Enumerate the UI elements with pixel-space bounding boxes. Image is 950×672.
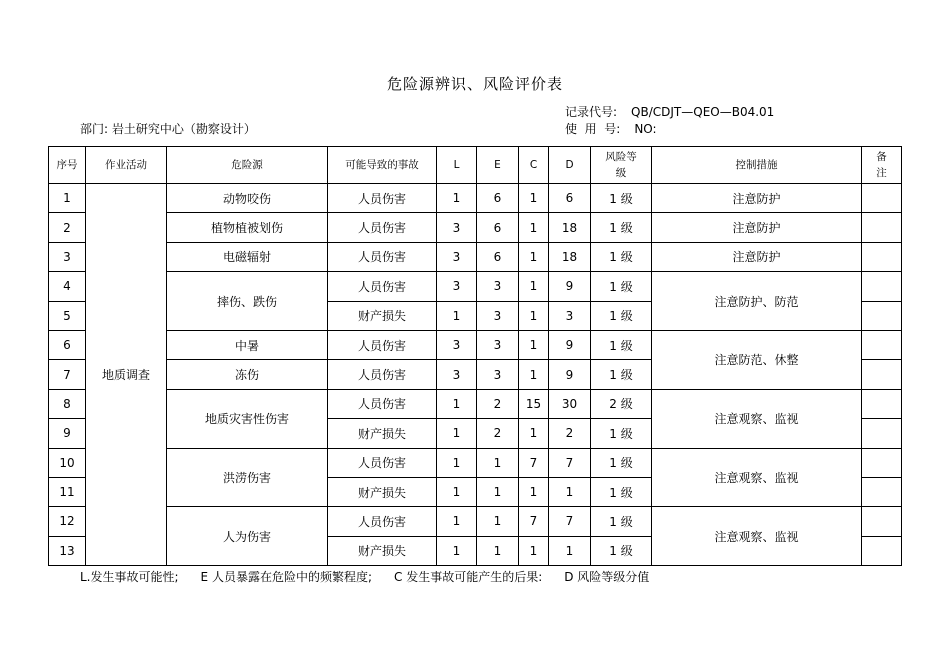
e-cell: 3 — [477, 360, 519, 389]
level-cell: 2 级 — [591, 389, 652, 418]
table-row — [49, 213, 902, 242]
header-measure: 控制措施 — [652, 147, 862, 184]
measure-cell: 注意防护 — [652, 213, 862, 242]
c-cell: 1 — [519, 360, 549, 389]
remark-cell — [862, 301, 902, 330]
e-cell: 6 — [477, 184, 519, 213]
seq-cell: 7 — [49, 360, 86, 389]
remark-cell — [862, 213, 902, 242]
record-code-label: 记录代号: — [565, 105, 618, 119]
header-level: 风险等级 — [591, 147, 652, 184]
level-cell: 1 级 — [591, 360, 652, 389]
accident-cell: 财产损失 — [328, 477, 437, 506]
l-cell: 3 — [437, 330, 477, 359]
l-cell: 1 — [437, 389, 477, 418]
seq-cell: 3 — [49, 242, 86, 271]
seq-cell: 12 — [49, 507, 86, 536]
e-cell: 6 — [477, 213, 519, 242]
d-cell: 2 — [549, 419, 591, 448]
table-row — [49, 507, 902, 536]
measure-cell: 注意防护 — [652, 242, 862, 271]
accident-cell: 人员伤害 — [328, 507, 437, 536]
table-row — [49, 448, 902, 477]
remark-cell — [862, 360, 902, 389]
accident-cell: 人员伤害 — [328, 389, 437, 418]
table-row — [49, 184, 902, 213]
measure-cell: 注意防护 — [652, 184, 862, 213]
d-cell: 7 — [549, 507, 591, 536]
c-cell: 7 — [519, 448, 549, 477]
footnote — [80, 568, 671, 585]
measure-cell: 注意观察、监视 — [652, 448, 862, 507]
accident-cell: 财产损失 — [328, 301, 437, 330]
d-cell: 6 — [549, 184, 591, 213]
c-cell: 1 — [519, 330, 549, 359]
header-l: L — [437, 147, 477, 184]
e-cell: 2 — [477, 389, 519, 418]
record-code-value: QB/CDJT—QEO—B04.01 — [631, 105, 775, 119]
l-cell: 3 — [437, 213, 477, 242]
seq-cell: 10 — [49, 448, 86, 477]
document-title: 危险源辨识、风险评价表 — [386, 75, 563, 93]
remark-cell — [862, 242, 902, 271]
e-cell: 3 — [477, 301, 519, 330]
d-cell: 18 — [549, 242, 591, 271]
c-cell: 1 — [519, 272, 549, 301]
accident-cell: 人员伤害 — [328, 184, 437, 213]
c-cell: 15 — [519, 389, 549, 418]
hazard-cell: 动物咬伤 — [167, 184, 328, 213]
seq-cell: 5 — [49, 301, 86, 330]
risk-assessment-table — [48, 146, 902, 566]
l-cell: 3 — [437, 360, 477, 389]
l-cell: 3 — [437, 242, 477, 271]
level-cell: 1 级 — [591, 448, 652, 477]
remark-cell — [862, 272, 902, 301]
measure-cell: 注意防范、休整 — [652, 330, 862, 389]
seq-cell: 13 — [49, 536, 86, 565]
footnote-l: L.发生事故可能性; — [80, 570, 179, 584]
d-cell: 1 — [549, 477, 591, 506]
seq-cell: 9 — [49, 419, 86, 448]
header-accident: 可能导致的事故 — [328, 147, 437, 184]
l-cell: 1 — [437, 536, 477, 565]
c-cell: 1 — [519, 536, 549, 565]
record-code — [565, 103, 774, 120]
e-cell: 6 — [477, 242, 519, 271]
header-d: D — [549, 147, 591, 184]
l-cell: 1 — [437, 448, 477, 477]
level-cell: 1 级 — [591, 477, 652, 506]
d-cell: 7 — [549, 448, 591, 477]
e-cell: 3 — [477, 330, 519, 359]
table-row — [49, 242, 902, 271]
hazard-cell: 冻伤 — [167, 360, 328, 389]
remark-cell — [862, 448, 902, 477]
c-cell: 1 — [519, 419, 549, 448]
accident-cell: 财产损失 — [328, 536, 437, 565]
d-cell: 1 — [549, 536, 591, 565]
remark-cell — [862, 419, 902, 448]
header-activity: 作业活动 — [86, 147, 167, 184]
e-cell: 3 — [477, 272, 519, 301]
accident-cell: 人员伤害 — [328, 330, 437, 359]
seq-cell: 8 — [49, 389, 86, 418]
e-cell: 1 — [477, 448, 519, 477]
remark-cell — [862, 536, 902, 565]
level-cell: 1 级 — [591, 184, 652, 213]
accident-cell: 财产损失 — [328, 419, 437, 448]
level-cell: 1 级 — [591, 242, 652, 271]
c-cell: 1 — [519, 242, 549, 271]
header-remark: 备注 — [862, 147, 902, 184]
l-cell: 3 — [437, 272, 477, 301]
d-cell: 18 — [549, 213, 591, 242]
remark-cell — [862, 477, 902, 506]
accident-cell: 人员伤害 — [328, 360, 437, 389]
accident-cell: 人员伤害 — [328, 213, 437, 242]
table-row — [49, 330, 902, 359]
hazard-cell: 中暑 — [167, 330, 328, 359]
hazard-cell: 人为伤害 — [167, 507, 328, 566]
header-seq: 序号 — [49, 147, 86, 184]
e-cell: 1 — [477, 477, 519, 506]
level-cell: 1 级 — [591, 301, 652, 330]
remark-cell — [862, 389, 902, 418]
d-cell: 3 — [549, 301, 591, 330]
header-e: E — [477, 147, 519, 184]
table-row — [49, 389, 902, 418]
footnote-c: C 发生事故可能产生的后果: — [394, 570, 543, 584]
seq-cell: 11 — [49, 477, 86, 506]
c-cell: 1 — [519, 477, 549, 506]
header-hazard: 危险源 — [167, 147, 328, 184]
d-cell: 9 — [549, 330, 591, 359]
l-cell: 1 — [437, 301, 477, 330]
remark-cell — [862, 184, 902, 213]
accident-cell: 人员伤害 — [328, 448, 437, 477]
usage-number — [565, 120, 657, 137]
d-cell: 9 — [549, 272, 591, 301]
c-cell: 1 — [519, 184, 549, 213]
seq-cell: 6 — [49, 330, 86, 359]
remark-cell — [862, 507, 902, 536]
remark-cell — [862, 330, 902, 359]
l-cell: 1 — [437, 184, 477, 213]
seq-cell: 2 — [49, 213, 86, 242]
hazard-cell: 植物植被划伤 — [167, 213, 328, 242]
measure-cell: 注意观察、监视 — [652, 389, 862, 448]
l-cell: 1 — [437, 419, 477, 448]
activity-cell: 地质调查 — [86, 184, 167, 566]
l-cell: 1 — [437, 507, 477, 536]
c-cell: 1 — [519, 301, 549, 330]
header-c: C — [519, 147, 549, 184]
d-cell: 30 — [549, 389, 591, 418]
l-cell: 1 — [437, 477, 477, 506]
level-cell: 1 级 — [591, 419, 652, 448]
c-cell: 1 — [519, 213, 549, 242]
e-cell: 2 — [477, 419, 519, 448]
hazard-cell: 电磁辐射 — [167, 242, 328, 271]
usage-number-value: NO: — [634, 122, 657, 136]
e-cell: 1 — [477, 507, 519, 536]
department: 部门: 岩土研究中心（勘察设计） — [80, 122, 256, 136]
level-cell: 1 级 — [591, 330, 652, 359]
header-row — [49, 147, 902, 184]
seq-cell: 4 — [49, 272, 86, 301]
hazard-cell: 摔伤、跌伤 — [167, 272, 328, 331]
e-cell: 1 — [477, 536, 519, 565]
seq-cell: 1 — [49, 184, 86, 213]
table-row — [49, 272, 902, 301]
footnote-d: D 风险等级分值 — [564, 570, 650, 584]
measure-cell: 注意防护、防范 — [652, 272, 862, 331]
accident-cell: 人员伤害 — [328, 272, 437, 301]
measure-cell: 注意观察、监视 — [652, 507, 862, 566]
level-cell: 1 级 — [591, 536, 652, 565]
level-cell: 1 级 — [591, 213, 652, 242]
footnote-e: E 人员暴露在危险中的频繁程度; — [200, 570, 372, 584]
accident-cell: 人员伤害 — [328, 242, 437, 271]
level-cell: 1 级 — [591, 507, 652, 536]
c-cell: 7 — [519, 507, 549, 536]
usage-number-label: 使 用 号: — [565, 122, 621, 136]
hazard-cell: 洪涝伤害 — [167, 448, 328, 507]
level-cell: 1 级 — [591, 272, 652, 301]
hazard-cell: 地质灾害性伤害 — [167, 389, 328, 448]
d-cell: 9 — [549, 360, 591, 389]
